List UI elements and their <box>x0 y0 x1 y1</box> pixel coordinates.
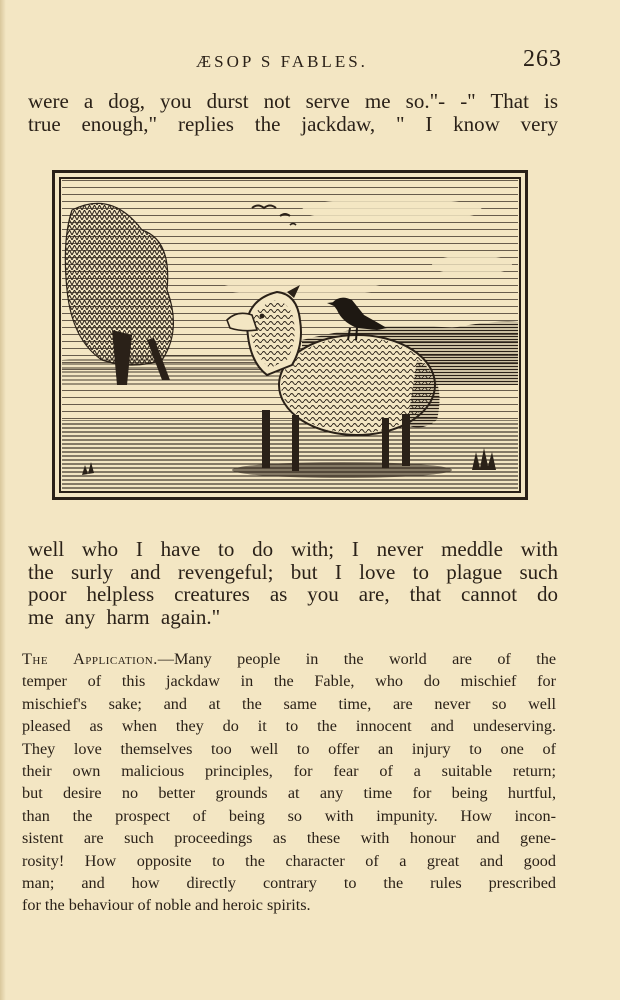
text-line: They love themselves too well to offer an injury to one of <box>22 739 556 758</box>
text-line: for the behaviour of noble and heroic spirits. <box>22 896 311 915</box>
text-line: poor helpless creatures as you are, that cannot do <box>28 582 558 606</box>
text-line: pleased as when they do it to the innocent and undeserving. <box>22 717 556 736</box>
text-line: their own malicious principles, for fear of a suitable return; <box>22 762 556 781</box>
text-line: were a dog, you durst not serve me so."- -" That is <box>28 89 558 113</box>
text-line: mischief's sake; and at the same time, are never so well <box>22 694 556 713</box>
text-before-illustration <box>28 90 558 136</box>
text-line: the surly and revengeful; but I love to plague such <box>28 559 558 584</box>
application-text: —Many people in the world are of the <box>157 650 557 668</box>
sheep-and-jackdaw-woodcut-icon <box>52 170 528 500</box>
application-paragraph <box>22 648 556 917</box>
page-header <box>28 46 562 80</box>
text-line: true enough," replies the jackdaw, " I know very <box>28 112 558 136</box>
text-line: me any harm again." <box>28 604 221 629</box>
text-line: well who I have to do with; I never meddle with <box>28 537 558 561</box>
text-after-illustration <box>28 538 558 628</box>
page-spine-shadow <box>0 0 6 1000</box>
woodcut-illustration <box>52 170 528 500</box>
text-line: than the prospect of being so with impunity. How incon- <box>22 806 556 825</box>
text-line: man; and how directly contrary to the rules prescribed <box>22 874 556 893</box>
running-title: ÆSOP S FABLES. <box>196 52 368 71</box>
text-line: sistent are such proceedings as these with honour and gene- <box>22 829 556 848</box>
application-heading: The Application. <box>22 650 158 668</box>
text-line <box>22 648 556 670</box>
text-line: but desire no better grounds at any time for being hurtful, <box>22 784 556 803</box>
page-number: 263 <box>523 46 562 72</box>
text-line: temper of this jackdaw in the Fable, who do mischief for <box>22 672 556 691</box>
text-line: rosity! How opposite to the character of a great and good <box>22 851 556 870</box>
